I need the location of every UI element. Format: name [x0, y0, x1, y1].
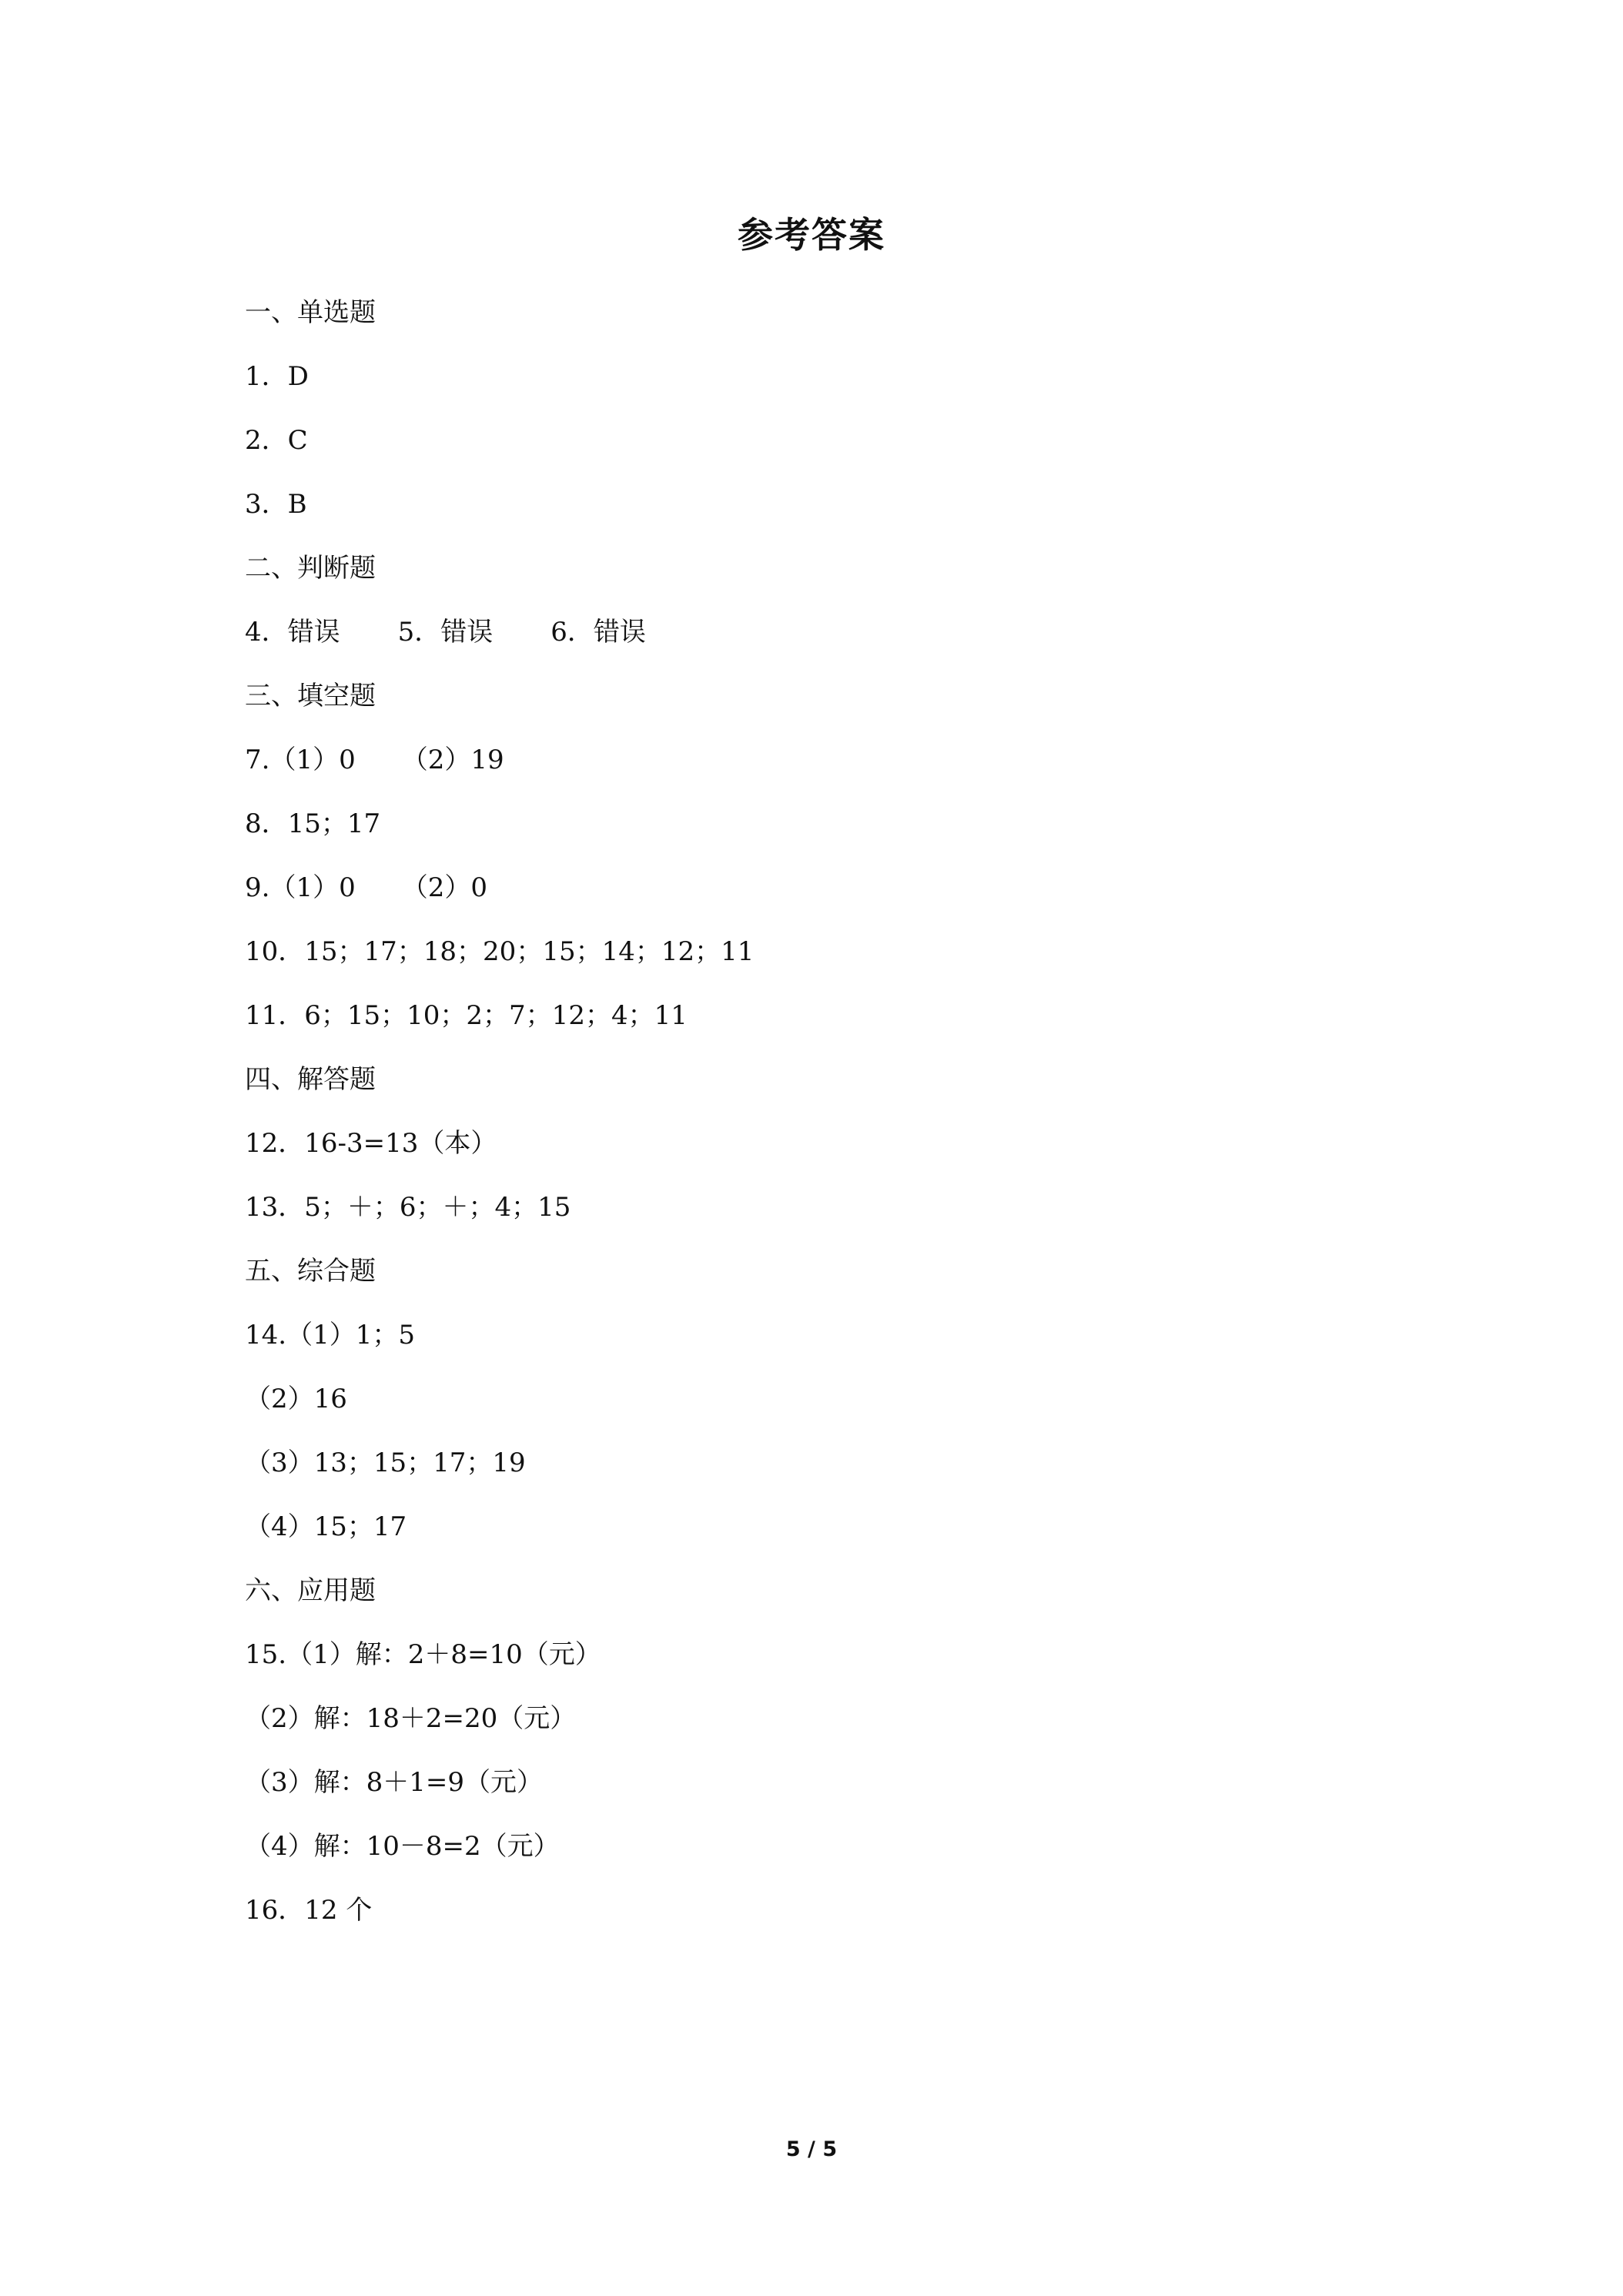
answer-item: 15.（1）解：2＋8=10（元） — [245, 1639, 601, 1670]
section-heading: 五、综合题 — [245, 1256, 376, 1287]
answer-row — [245, 608, 1477, 672]
answer-row — [245, 864, 1477, 928]
answer-item: 7.（1）0 — [245, 745, 356, 775]
section-heading: 六、应用题 — [245, 1575, 376, 1606]
section-heading: 四、解答题 — [245, 1064, 376, 1095]
answer-item: 4．错误 — [245, 617, 340, 648]
answer-item: 14.（1）1；5 — [245, 1320, 415, 1350]
answer-item: 13．5；＋；6；＋；4；15 — [245, 1192, 571, 1223]
answer-item: （3）13；15；17；19 — [245, 1448, 526, 1478]
answer-item: 2．C — [245, 425, 308, 456]
section-heading: 三、填空题 — [245, 681, 376, 711]
answer-item: 6．错误 — [550, 617, 646, 648]
answer-item: （4）15；17 — [245, 1511, 407, 1542]
answer-row — [245, 736, 1477, 800]
answer-item: （2）解：18＋2=20（元） — [245, 1703, 577, 1734]
answer-item: （2）0 — [401, 872, 487, 903]
answer-item: 11．6；15；10；2；7；12；4；11 — [245, 1000, 688, 1031]
page-number: 5 / 5 — [785, 2137, 838, 2161]
answer-item: （3）解：8＋1=9（元） — [245, 1767, 544, 1798]
answer-item: 9.（1）0 — [245, 872, 356, 903]
section-heading: 一、单选题 — [245, 297, 376, 328]
answer-item: （2）19 — [401, 745, 504, 775]
answer-item: 3．B — [245, 489, 307, 520]
answer-item: 8．15；17 — [245, 808, 381, 839]
answer-list — [245, 289, 1477, 1950]
answer-item: （4）解：10－8=2（元） — [245, 1831, 560, 1862]
section-heading: 二、判断题 — [245, 553, 376, 584]
page-title: 参考答案 — [738, 214, 885, 256]
answer-item: （2）16 — [245, 1384, 347, 1414]
answer-item: 10．15；17；18；20；15；14；12；11 — [245, 936, 755, 967]
answer-item: 5．错误 — [397, 617, 494, 648]
answer-item: 12．16-3=13（本） — [245, 1128, 497, 1159]
answer-item: 16．12 个 — [245, 1895, 373, 1926]
answer-item: 1．D — [245, 361, 309, 392]
